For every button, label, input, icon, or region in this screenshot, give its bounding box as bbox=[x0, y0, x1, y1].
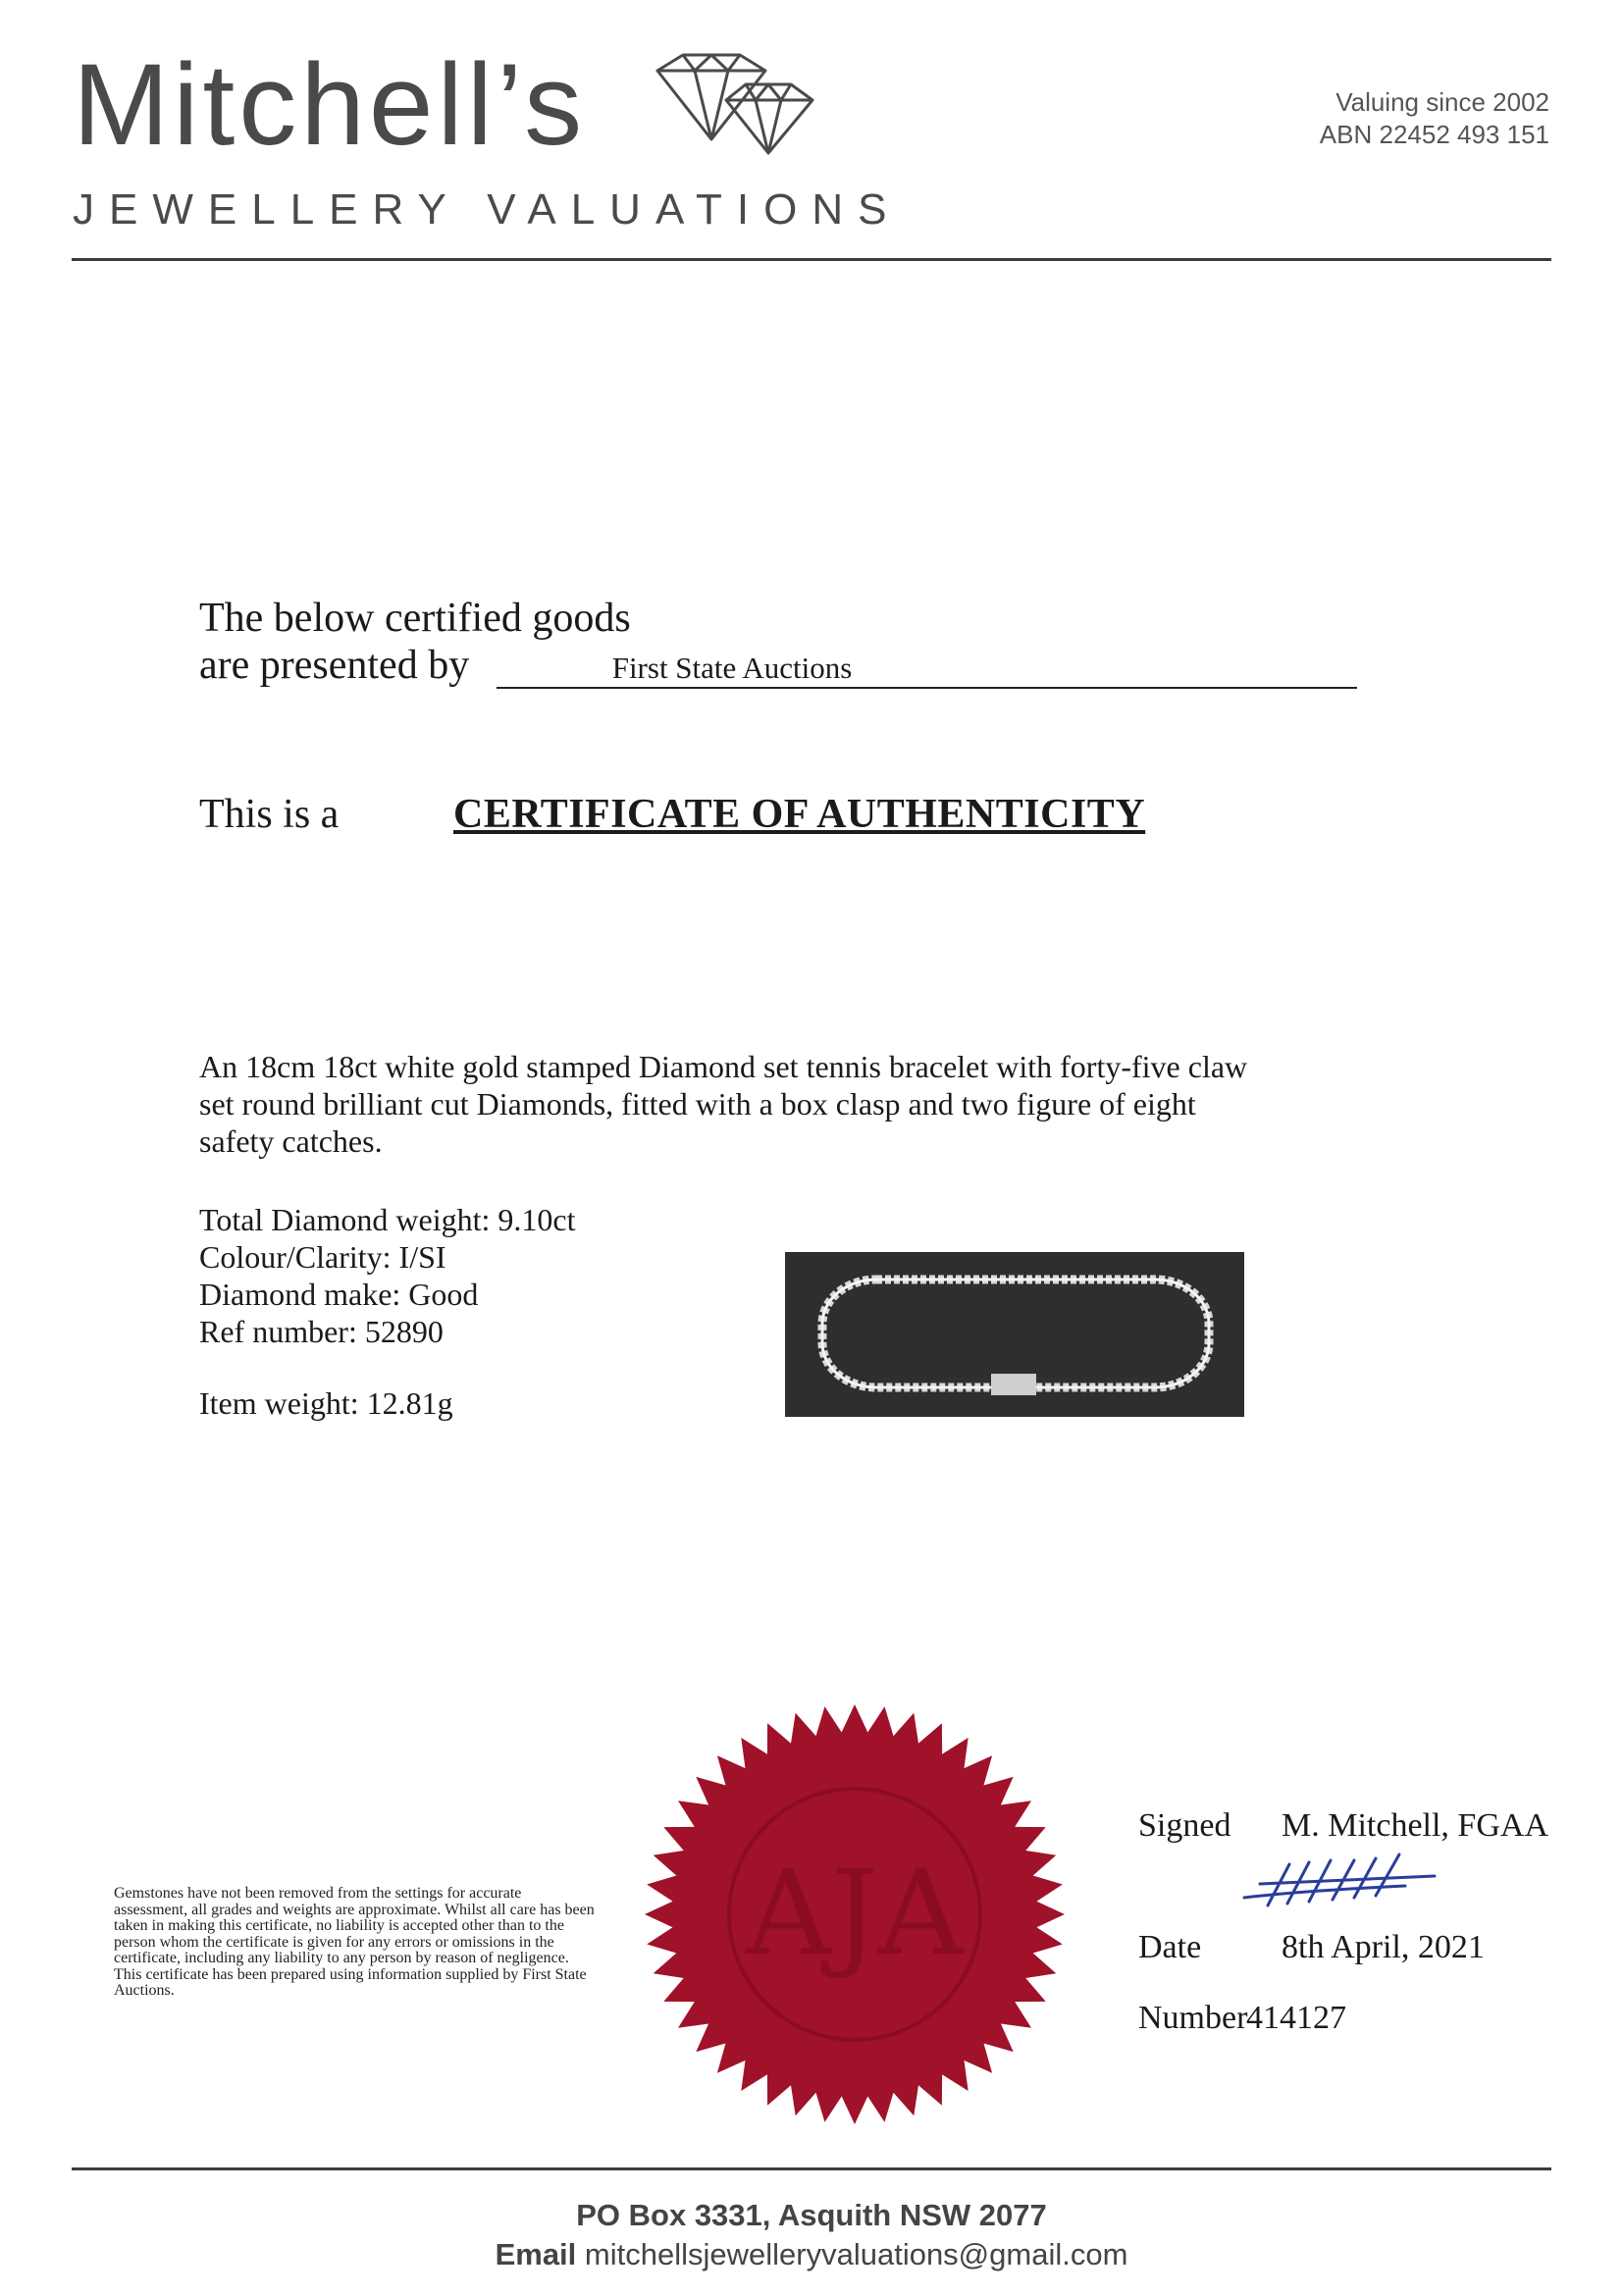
email-label: Email bbox=[495, 2237, 577, 2271]
certificate-label: This is a bbox=[199, 792, 340, 837]
intro-line-1: The below certified goods bbox=[199, 596, 631, 641]
certificate-title: CERTIFICATE OF AUTHENTICITY bbox=[453, 792, 1146, 837]
diamond-icon bbox=[644, 51, 820, 159]
handwritten-signature bbox=[1238, 1847, 1464, 1915]
email-link[interactable]: mitchellsjewelleryvaluations@gmail.com bbox=[584, 2237, 1128, 2271]
spec-item-weight: Item weight: 12.81g bbox=[199, 1385, 453, 1421]
signature-block bbox=[1138, 1807, 1550, 2043]
seal-monogram: AJA bbox=[746, 1846, 964, 1982]
brand-subtitle: JEWELLERY VALUATIONS bbox=[73, 185, 902, 234]
spec-colour-clarity: Colour/Clarity: I/SI bbox=[199, 1239, 446, 1275]
brand-name: Mitchell’s bbox=[73, 40, 587, 170]
header-divider bbox=[72, 258, 1551, 261]
number-label: Number bbox=[1138, 2000, 1248, 2036]
presenter-underline bbox=[497, 687, 1357, 689]
spec-total-weight: Total Diamond weight: 9.10ct bbox=[199, 1202, 576, 1237]
signed-value: M. Mitchell, FGAA bbox=[1282, 1807, 1548, 1844]
signed-label: Signed bbox=[1138, 1807, 1231, 1844]
intro-line-2: are presented by bbox=[199, 643, 470, 688]
footer-address: PO Box 3331, Asquith NSW 2077 bbox=[576, 2198, 1047, 2232]
wax-seal bbox=[641, 1700, 1069, 2128]
tagline: Valuing since 2002 bbox=[1335, 87, 1549, 117]
item-specs bbox=[199, 1201, 575, 1350]
footer-divider bbox=[72, 2167, 1551, 2170]
spec-ref: Ref number: 52890 bbox=[199, 1314, 444, 1349]
item-description: An 18cm 18ct white gold stamped Diamond set tennis bracelet with forty-five claw set round brilliant cut Diamonds, fitted with a box clasp and two figure of eight safety catches. bbox=[199, 1049, 1248, 1159]
date-label: Date bbox=[1138, 1929, 1202, 1965]
header-info bbox=[1320, 86, 1549, 150]
date-value: 8th April, 2021 bbox=[1282, 1929, 1485, 1965]
bracelet-photo bbox=[785, 1252, 1244, 1417]
footer-email-line bbox=[0, 2237, 1623, 2272]
number-value: 414127 bbox=[1246, 2000, 1346, 2036]
spec-make: Diamond make: Good bbox=[199, 1277, 479, 1312]
presenter-name: First State Auctions bbox=[611, 651, 853, 685]
abn: ABN 22452 493 151 bbox=[1319, 119, 1549, 149]
disclaimer-text: Gemstones have not been removed from the settings for accurate assessment, all grades and weights are approximate. Whilst all care has been taken in making this certificate, no liability is accepted other than to the person whom the certificate is given for any errors or omissions in the certificate, including any liability to any person by reason of negligence. This certificate has been prepared using information supplied by First State Auctions. bbox=[114, 1885, 595, 1999]
